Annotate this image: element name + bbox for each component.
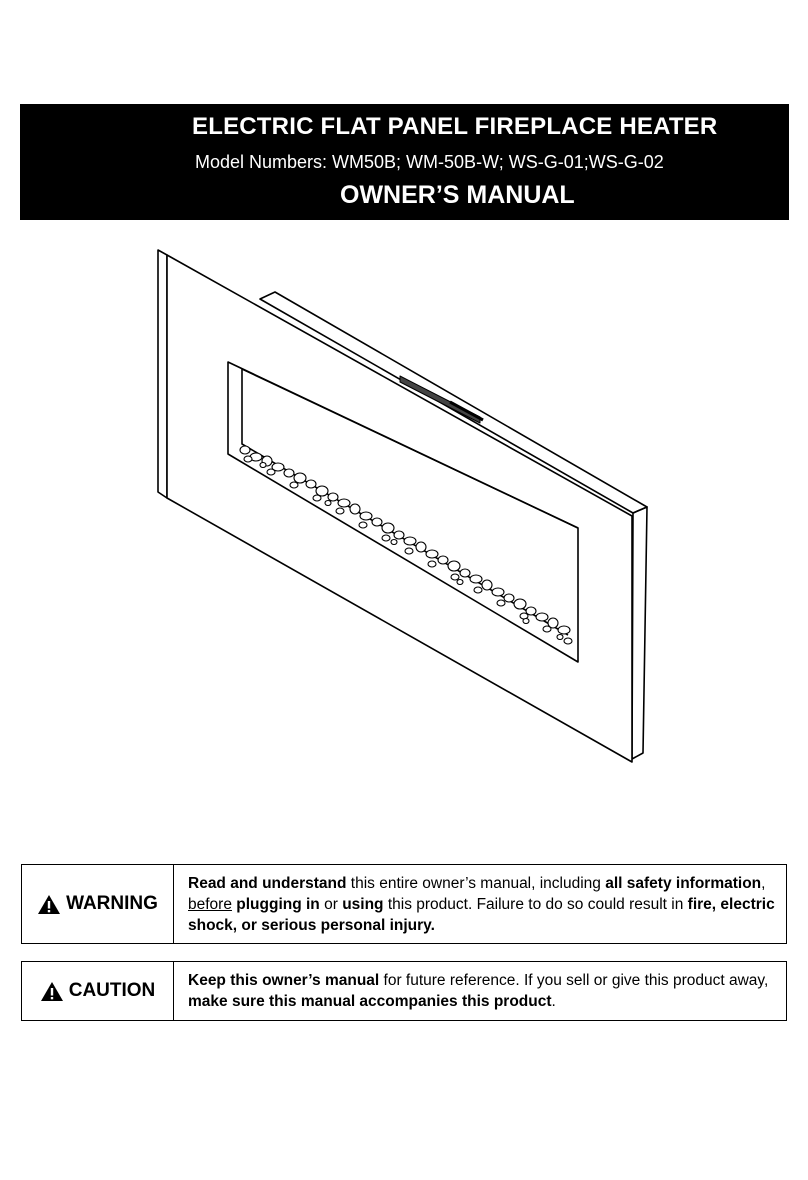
warning-text-part: Read and understand [188,875,347,892]
caution-text [174,962,786,1020]
warning-text [174,865,786,943]
warning-label: WARNING [66,893,158,914]
warning-text-part: before [188,896,232,913]
warning-triangle-icon [37,894,61,915]
warning-notice [21,864,787,944]
fireplace-drawing [150,245,650,765]
warning-text-part: , [761,875,766,892]
cover-header [20,104,789,220]
warning-text-part: this product. Failure to do so could result in [383,896,688,913]
caution-text-part: Keep this owner’s manual [188,972,380,989]
warning-label-cell [22,865,174,943]
warning-text-part: or [319,896,343,913]
document-subtitle: OWNER’S MANUAL [340,181,575,209]
model-numbers: Model Numbers: WM50B; WM-50B-W; WS-G-01;WS-G-02 [195,152,664,172]
warning-text-part: this entire owner’s manual, including [346,875,606,892]
warning-triangle-icon [40,981,64,1002]
caution-text-part: make sure this manual accompanies this product [188,993,552,1010]
caution-label: CAUTION [68,980,156,1001]
caution-text-part: . [551,993,556,1010]
warning-text-part: fire, electric shock, or serious personal injury. [188,896,775,934]
warning-text-part: plugging in [236,896,320,913]
caution-notice [21,961,787,1021]
document-title: ELECTRIC FLAT PANEL FIREPLACE HEATER [192,113,718,140]
warning-text-part: all safety information [605,875,762,892]
warning-text-part: using [342,896,384,913]
front-panel [167,255,632,762]
caution-text-part: for future reference. If you sell or give this product away, [379,972,769,989]
fireplace-illustration [150,245,650,765]
housing-side [632,507,647,759]
panel-edge [158,250,167,498]
caution-label-cell [22,962,174,1020]
